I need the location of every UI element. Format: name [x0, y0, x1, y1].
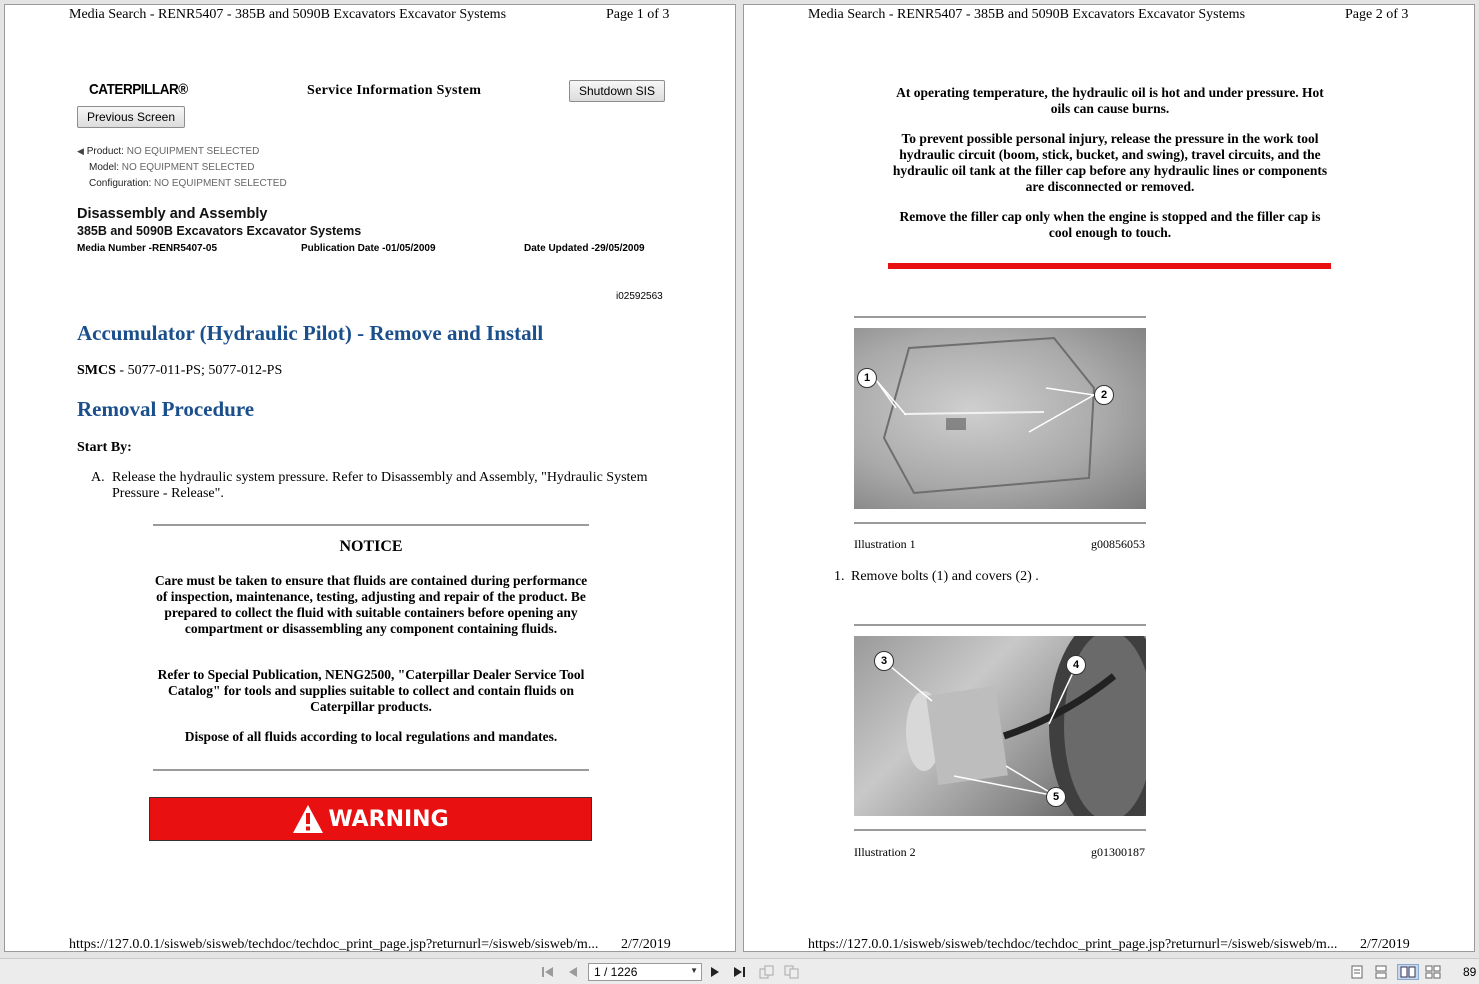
collapse-icon[interactable]: ◀ — [77, 146, 84, 156]
page-indicator: 1 / 1226 — [594, 965, 638, 979]
illustration-1-label: Illustration 1 — [854, 537, 916, 551]
callout-5: 5 — [1046, 787, 1066, 807]
two-page-icon[interactable] — [1397, 964, 1419, 980]
viewer-toolbar — [0, 958, 1479, 984]
illustration-2-image — [854, 636, 1146, 816]
shutdown-sis-button[interactable]: Shutdown SIS — [569, 80, 665, 102]
previous-screen-button[interactable]: Previous Screen — [77, 106, 185, 128]
illustration-1-top-rule — [854, 316, 1146, 318]
illustration-1-bottom-rule — [854, 522, 1146, 524]
callout-2: 2 — [1094, 385, 1114, 405]
model-row — [89, 162, 254, 173]
configuration-label: Configuration: — [89, 178, 152, 189]
smcs-label: SMCS — [77, 363, 116, 378]
configuration-value: NO EQUIPMENT SELECTED — [154, 178, 287, 189]
next-page-icon[interactable] — [707, 964, 723, 980]
warning-triangle-icon — [292, 804, 324, 834]
go-forward-icon[interactable] — [784, 964, 800, 980]
illustration-2-top-rule — [854, 624, 1146, 626]
notice-paragraph-3: Dispose of all fluids according to local regulations and mandates. — [184, 729, 558, 744]
callout-3: 3 — [874, 651, 894, 671]
step-1-text: Remove bolts (1) and covers (2) . — [851, 569, 1039, 584]
model-value: NO EQUIPMENT SELECTED — [121, 162, 255, 173]
page-number-select[interactable] — [588, 963, 702, 981]
smcs-line — [77, 363, 282, 379]
chevron-down-icon: ▼ — [690, 966, 698, 975]
page-footer-date: 2/7/2019 — [621, 937, 671, 952]
illustration-2-bottom-rule — [854, 829, 1146, 831]
doc-id: i02592563 — [616, 291, 663, 302]
previous-page-icon[interactable] — [565, 964, 581, 980]
illustration-1-id: g00856053 — [1091, 537, 1145, 551]
notice-bottom-rule — [153, 769, 589, 771]
product-label: Product: — [86, 146, 124, 157]
product-value: NO EQUIPMENT SELECTED — [126, 146, 260, 157]
zoom-level[interactable]: 89 — [1463, 965, 1477, 979]
illustration-1-image — [854, 328, 1146, 509]
page-footer-date: 2/7/2019 — [1360, 937, 1410, 952]
page-1 — [4, 4, 736, 952]
callout-4: 4 — [1066, 655, 1086, 675]
media-number: Media Number -RENR5407-05 — [77, 243, 218, 254]
warning-banner — [149, 797, 592, 841]
page-footer-url: https://127.0.0.1/sisweb/sisweb/techdoc/techdoc_print_page.jsp?returnurl=/sisweb/sisweb/m... — [69, 937, 599, 952]
step-a-letter: A. — [91, 470, 105, 485]
single-page-icon[interactable] — [1349, 964, 1365, 980]
notice-top-rule — [153, 524, 589, 526]
start-by-label: Start By: — [77, 440, 132, 455]
sis-title: Service Information System — [307, 83, 482, 98]
page-header-number: Page 1 of 3 — [606, 7, 670, 22]
page-footer-url: https://127.0.0.1/sisweb/sisweb/techdoc/techdoc_print_page.jsp?returnurl=/sisweb/sisweb/m... — [808, 937, 1338, 952]
callout-1: 1 — [857, 368, 877, 388]
notice-paragraph-1: Care must be taken to ensure that fluids are contained during performance of inspection, maintenance, testing, adjusting and repair of the product. Be prepared to collect the fluid with suitable containers before opening any compartment or disassembling any component containing fluids. — [154, 573, 588, 636]
publication-date: Publication Date -01/05/2009 — [301, 243, 436, 254]
warning-paragraph-3: Remove the filler cap only when the engine is stopped and the filler cap is cool enough to touch. — [899, 209, 1321, 240]
continuous-icon[interactable] — [1373, 964, 1389, 980]
doc-title: Disassembly and Assembly — [77, 206, 268, 222]
warning-label: WARNING — [328, 806, 449, 832]
model-label: Model: — [89, 162, 120, 173]
step-1-number: 1. — [834, 569, 845, 584]
go-back-icon[interactable] — [759, 964, 775, 980]
illustration-2-drawing — [854, 636, 1146, 816]
first-page-icon[interactable] — [540, 964, 556, 980]
notice-paragraph-2: Refer to Special Publication, NENG2500, "Caterpillar Dealer Service Tool Catalog" for tools and supplies suitable to collect and contain fluids on Caterpillar products. — [157, 667, 585, 714]
removal-heading: Removal Procedure — [77, 397, 255, 421]
product-row — [77, 146, 259, 157]
date-updated: Date Updated -29/05/2009 — [524, 243, 645, 254]
two-page-continuous-icon[interactable] — [1425, 964, 1441, 980]
warning-bottom-bar — [888, 263, 1331, 269]
main-heading: Accumulator (Hydraulic Pilot) - Remove and Install — [77, 321, 544, 345]
smcs-value: - 5077-011-PS; 5077-012-PS — [115, 363, 283, 378]
page-2 — [743, 4, 1475, 952]
last-page-icon[interactable] — [732, 964, 748, 980]
doc-subtitle: 385B and 5090B Excavators Excavator Systems — [77, 224, 362, 238]
notice-title: NOTICE — [339, 538, 403, 555]
warning-paragraph-1: At operating temperature, the hydraulic oil is hot and under pressure. Hot oils can cause burns. — [896, 85, 1324, 116]
illustration-2-label: Illustration 2 — [854, 845, 916, 859]
page-header-number: Page 2 of 3 — [1345, 7, 1409, 22]
page-header-title: Media Search - RENR5407 - 385B and 5090B Excavators Excavator Systems — [69, 7, 507, 22]
page-header-title: Media Search - RENR5407 - 385B and 5090B Excavators Excavator Systems — [808, 7, 1246, 22]
illustration-2-id: g01300187 — [1091, 845, 1145, 859]
caterpillar-logo: CATERPILLAR® — [89, 81, 188, 98]
illustration-1-drawing — [854, 328, 1146, 509]
configuration-row — [89, 178, 287, 189]
warning-paragraph-2: To prevent possible personal injury, release the pressure in the work tool hydraulic circuit (boom, stick, bucket, and swing), travel circuits, and the hydraulic oil tank at the filler cap before any hydraulic lines or components are disconnected or removed. — [892, 131, 1328, 194]
step-a-text: Release the hydraulic system pressure. Refer to Disassembly and Assembly, "Hydraulic System Pressure - Release". — [112, 470, 648, 501]
